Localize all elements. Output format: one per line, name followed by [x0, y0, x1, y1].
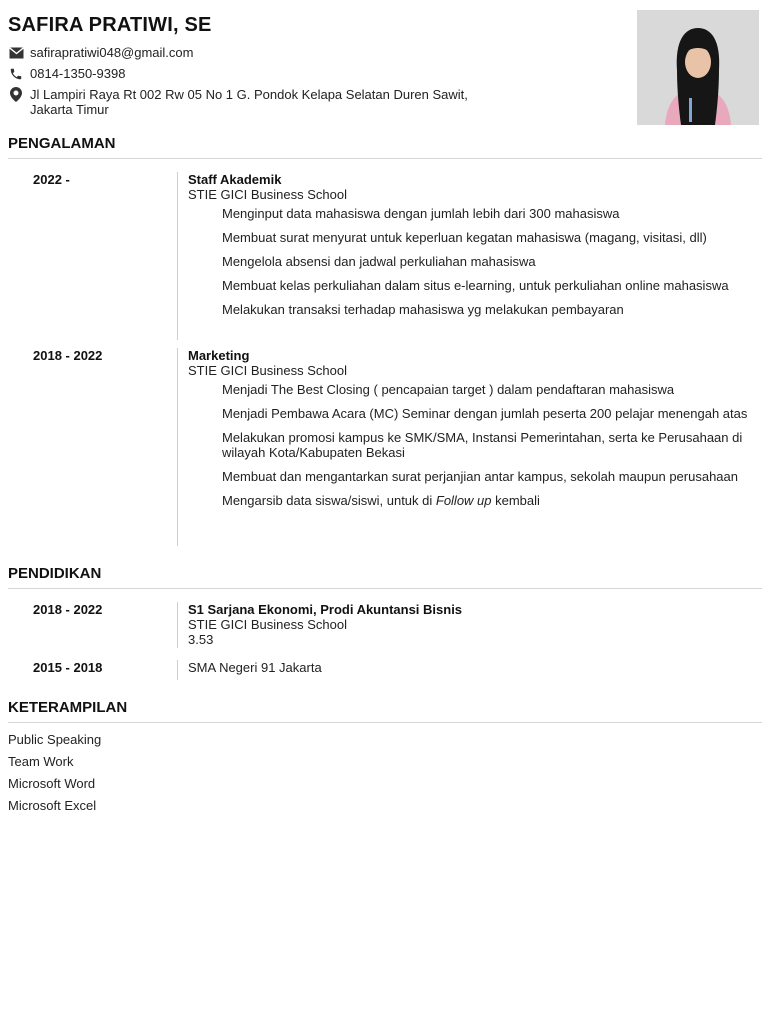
list-item: Melakukan transaksi terhadap mahasiswa yg melakukan pembayaran: [222, 302, 624, 317]
responsibility-list: [188, 206, 748, 317]
entry-date: 2018 - 2022: [33, 348, 103, 363]
candidate-name: SAFIRA PRATIWI, SE: [8, 14, 212, 36]
phone-text[interactable]: 0814-1350-9398: [30, 66, 126, 81]
profile-photo: [637, 10, 759, 125]
address-text: [30, 87, 468, 117]
list-item: Membuat surat menyurat untuk keperluan kegatan mahasiswa (magang, visitasi, dll): [222, 230, 707, 245]
list-item: Mengelola absensi dan jadwal perkuliahan mahasiswa: [222, 254, 536, 269]
entry-body: [188, 348, 748, 517]
entry-date: 2018 - 2022: [33, 602, 103, 617]
skill-item: Public Speaking: [8, 732, 102, 747]
skill-item: Microsoft Word: [8, 776, 96, 791]
address-line-2: Jakarta Timur: [30, 102, 109, 117]
skill-item: Microsoft Excel: [8, 798, 97, 813]
job-title: Marketing: [188, 348, 250, 363]
school-name: SMA Negeri 91 Jakarta: [188, 660, 322, 675]
entry-body: [188, 602, 748, 647]
timeline-divider: [177, 602, 178, 648]
skill-item: Team Work: [8, 754, 74, 769]
envelope-icon: [8, 45, 24, 60]
degree-title: S1 Sarjana Ekonomi, Prodi Akuntansi Bisnis: [188, 602, 463, 617]
entry-date: 2015 - 2018: [33, 660, 103, 675]
section-title-skills: KETERAMPILAN: [8, 699, 762, 723]
resume-header: [8, 14, 628, 123]
timeline-divider: [177, 348, 178, 546]
gpa-value: 3.53: [188, 632, 214, 647]
list-item: Membuat dan mengantarkan surat perjanjian antar kampus, sekolah maupun perusahaan: [222, 469, 738, 484]
entry-date: 2022 -: [33, 172, 70, 187]
section-title-experience: PENGALAMAN: [8, 135, 762, 159]
list-item: [222, 493, 748, 508]
list-item: Menginput data mahasiswa dengan jumlah lebih dari 300 mahasiswa: [222, 206, 620, 221]
email-text[interactable]: safirapratiwi048@gmail.com: [30, 45, 194, 60]
entry-body: [188, 660, 748, 675]
timeline-divider: [177, 660, 178, 680]
list-item-text: kembali: [491, 493, 540, 508]
company-name: STIE GICI Business School: [188, 363, 347, 378]
list-item: Melakukan promosi kampus ke SMK/SMA, Instansi Pemerintahan, serta ke Perusahaan di wilayah Kota/Kabupaten Bekasi: [222, 430, 743, 460]
section-title-education: PENDIDIKAN: [8, 565, 762, 589]
job-title: Staff Akademik: [188, 172, 282, 187]
list-item-italic: Follow up: [435, 493, 492, 508]
timeline-divider: [177, 172, 178, 340]
contact-email: [8, 45, 628, 60]
entry-body: [188, 172, 748, 326]
list-item: Membuat kelas perkuliahan dalam situs e-learning, untuk perkuliahan online mahasiswa: [222, 278, 729, 293]
map-pin-icon: [8, 87, 24, 102]
list-item-text: Mengarsib data siswa/siswi, untuk di: [222, 493, 436, 508]
phone-icon: [8, 66, 24, 81]
school-name: STIE GICI Business School: [188, 617, 347, 632]
list-item: Menjadi The Best Closing ( pencapaian target ) dalam pendaftaran mahasiswa: [222, 382, 675, 397]
contact-phone: [8, 66, 628, 81]
company-name: STIE GICI Business School: [188, 187, 347, 202]
contact-address: [8, 87, 628, 117]
responsibility-list: [188, 382, 748, 508]
list-item: Menjadi Pembawa Acara (MC) Seminar dengan jumlah peserta 200 pelajar menengah atas: [222, 406, 748, 421]
address-line-1: Jl Lampiri Raya Rt 002 Rw 05 No 1 G. Pondok Kelapa Selatan Duren Sawit,: [30, 87, 468, 102]
